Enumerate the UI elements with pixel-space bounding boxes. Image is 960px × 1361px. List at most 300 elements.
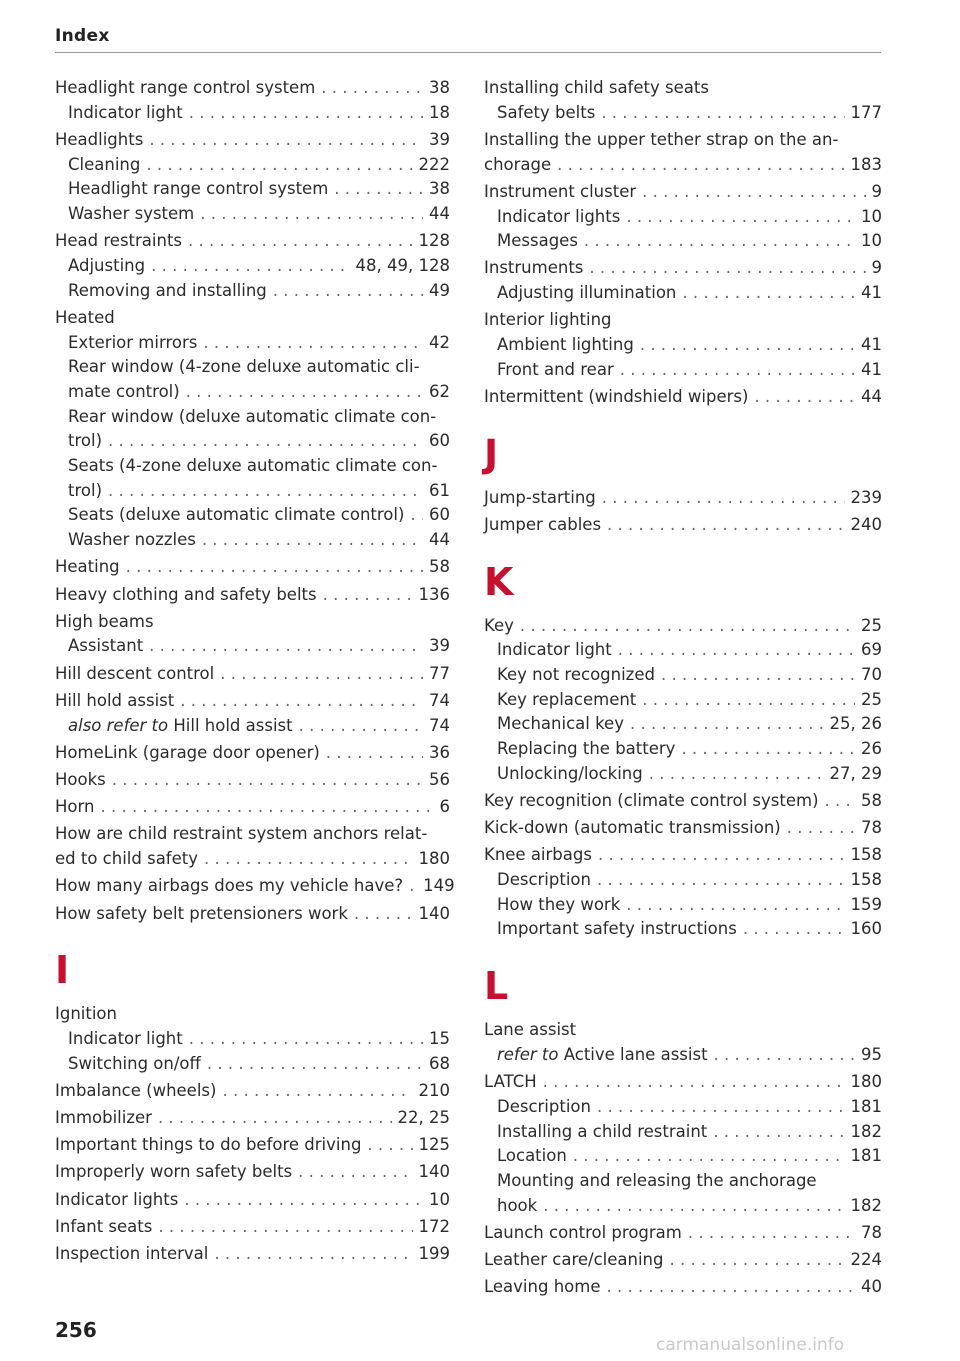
- index-entry[interactable]: [55, 1106, 450, 1131]
- index-entry-text: Hill hold assist: [55, 690, 175, 710]
- index-entry[interactable]: [484, 333, 882, 358]
- index-entry-pages[interactable]: 42: [429, 332, 450, 352]
- dot-leader: [713, 1120, 844, 1145]
- section-letter-i: I: [55, 948, 70, 993]
- index-entry-pages[interactable]: 181: [850, 1096, 882, 1116]
- index-entry[interactable]: [55, 741, 450, 766]
- index-entry-pages[interactable]: 10: [861, 231, 882, 251]
- index-entry-text: LATCH: [484, 1072, 537, 1092]
- index-text-line: Rear window (4-zone deluxe automatic cli-: [68, 357, 420, 377]
- index-entry[interactable]: [484, 737, 882, 762]
- dot-leader: [606, 1275, 855, 1300]
- dot-leader: [543, 1070, 845, 1095]
- index-entry-pages[interactable]: 58: [429, 557, 450, 577]
- index-entry-text: How they work: [497, 894, 621, 914]
- index-entry-label: [55, 128, 143, 153]
- index-entry-label: [497, 893, 620, 918]
- index-entry-pages[interactable]: 239: [850, 487, 882, 507]
- index-entry-text: Hooks: [55, 769, 106, 789]
- index-entry-pages[interactable]: 199: [418, 1244, 450, 1264]
- index-entry-text: hook: [497, 1195, 538, 1215]
- index-entry-pages[interactable]: 9: [871, 258, 882, 278]
- index-entry[interactable]: [55, 1160, 450, 1185]
- index-entry-pages[interactable]: 26: [861, 739, 882, 759]
- index-entry-label: [497, 358, 614, 383]
- index-entry-label: [484, 513, 601, 538]
- index-entry-label: [484, 614, 514, 639]
- index-entry-label: [497, 762, 643, 787]
- index-entry-label: [484, 1221, 682, 1246]
- index-entry-pages[interactable]: 48, 49, 128: [355, 255, 450, 275]
- index-entry[interactable]: [55, 429, 450, 454]
- index-text-line: Mounting and releasing the anchorage: [497, 1170, 817, 1190]
- dot-leader: [543, 1194, 844, 1219]
- index-entry-text: Key replacement: [497, 689, 637, 709]
- index-entry[interactable]: [55, 583, 450, 608]
- index-entry-label: [68, 479, 102, 504]
- index-entry-label: [68, 202, 194, 227]
- index-entry-label: [55, 847, 198, 872]
- index-entry-pages[interactable]: 140: [418, 1162, 450, 1182]
- dot-leader: [669, 1248, 844, 1273]
- index-entry-label: [55, 902, 348, 927]
- index-entry[interactable]: [484, 638, 882, 663]
- index-entry-pages[interactable]: 15: [429, 1028, 450, 1048]
- index-entry[interactable]: [484, 101, 882, 126]
- index-entry-pages[interactable]: 49: [429, 280, 450, 300]
- index-entry-text: Key not recognized: [497, 664, 655, 684]
- index-entry[interactable]: [55, 128, 450, 153]
- dot-leader: [367, 1133, 412, 1158]
- index-entry[interactable]: [484, 1144, 882, 1169]
- index-entry-label: [55, 1106, 152, 1131]
- dot-leader: [203, 331, 423, 356]
- index-entry[interactable]: [484, 281, 882, 306]
- index-entry-label: [497, 917, 737, 942]
- index-entry-text: Indicator light: [497, 640, 612, 660]
- index-entry-pages[interactable]: 10: [861, 206, 882, 226]
- index-entry-pages[interactable]: 6: [439, 797, 450, 817]
- index-entry-pages[interactable]: 158: [850, 845, 882, 865]
- index-entry[interactable]: [55, 153, 450, 178]
- index-entry-text: Seats (deluxe automatic climate control): [68, 505, 405, 525]
- index-entry-pages[interactable]: 41: [861, 335, 882, 355]
- dot-leader: [825, 789, 855, 814]
- index-entry[interactable]: [55, 1052, 450, 1077]
- dot-leader: [334, 177, 423, 202]
- index-entry[interactable]: [55, 768, 450, 793]
- index-entry-label: [497, 333, 634, 358]
- dot-leader: [743, 917, 845, 942]
- index-entry-pages[interactable]: 172: [418, 1216, 450, 1236]
- dot-leader: [222, 1079, 412, 1104]
- dot-leader: [273, 279, 423, 304]
- index-entry-label: [497, 868, 591, 893]
- index-entry-pages[interactable]: 22, 25: [397, 1108, 450, 1128]
- index-entry-pages[interactable]: 182: [850, 1121, 882, 1141]
- dot-leader: [149, 128, 423, 153]
- index-text-line: Ignition: [55, 1004, 117, 1024]
- index-entry-label: [484, 486, 596, 511]
- index-entry[interactable]: [484, 180, 882, 205]
- index-entry-pages[interactable]: 224: [850, 1250, 882, 1270]
- index-entry[interactable]: [55, 714, 450, 739]
- index-entry-pages[interactable]: 10: [429, 1189, 450, 1209]
- index-entry-pages[interactable]: 180: [850, 1072, 882, 1092]
- index-entry[interactable]: [55, 229, 450, 254]
- dot-leader: [661, 663, 855, 688]
- page-number: 256: [55, 1318, 97, 1342]
- dot-leader: [180, 689, 423, 714]
- index-entry-label: [497, 1043, 708, 1068]
- index-entry-pages[interactable]: 18: [429, 102, 450, 122]
- index-entry-text: How many airbags does my vehicle have?: [55, 876, 404, 896]
- index-entry[interactable]: [55, 1242, 450, 1267]
- page-header: [55, 26, 881, 53]
- index-text-line: Installing child safety seats: [484, 78, 709, 97]
- dot-leader: [573, 1144, 845, 1169]
- index-entry-text: Key: [484, 615, 514, 635]
- index-entry[interactable]: [55, 380, 450, 405]
- index-entry[interactable]: [55, 689, 450, 714]
- index-entry-text: Heating: [55, 557, 120, 577]
- index-entry-label: [484, 385, 748, 410]
- index-entry[interactable]: [484, 1248, 882, 1273]
- dot-leader: [598, 843, 845, 868]
- index-entry-pages[interactable]: 136: [418, 584, 450, 604]
- index-entry-text: Important safety instructions: [497, 919, 737, 939]
- dot-leader: [202, 528, 423, 553]
- index-entry-text: Indicator lights: [55, 1189, 179, 1209]
- index-entry-text: Important things to do before driving: [55, 1135, 362, 1155]
- index-entry[interactable]: [55, 202, 450, 227]
- index-entry-text: Hill hold assist: [173, 715, 293, 735]
- index-entry-pages[interactable]: 183: [850, 154, 882, 174]
- index-entry-text: Hill descent control: [55, 663, 215, 683]
- dot-leader: [200, 202, 423, 227]
- index-entry[interactable]: [55, 177, 450, 202]
- index-entry[interactable]: [484, 712, 882, 737]
- index-entry-pages[interactable]: 140: [418, 903, 450, 923]
- index-entry-pages[interactable]: 158: [850, 870, 882, 890]
- index-entry[interactable]: [484, 868, 882, 893]
- index-entry-label: [497, 101, 595, 126]
- index-entry-pages[interactable]: 41: [861, 359, 882, 379]
- index-entry-pages[interactable]: 74: [429, 715, 450, 735]
- dot-leader: [640, 333, 855, 358]
- index-entry-pages[interactable]: 44: [429, 530, 450, 550]
- index-entry-text: Washer nozzles: [68, 530, 196, 550]
- index-entry-label: [55, 1242, 208, 1267]
- cross-reference-prefix: also refer to: [68, 715, 169, 735]
- index-entry[interactable]: [484, 358, 882, 383]
- index-entry[interactable]: [484, 1120, 882, 1145]
- index-entry-pages[interactable]: 240: [850, 514, 882, 534]
- cross-reference-prefix: refer to: [497, 1044, 559, 1064]
- index-entry-pages[interactable]: 58: [861, 790, 882, 810]
- index-entry-pages[interactable]: 182: [850, 1195, 882, 1215]
- index-entry-text: Immobilizer: [55, 1108, 152, 1128]
- dot-leader: [410, 503, 423, 528]
- index-entry-pages[interactable]: 125: [418, 1135, 450, 1155]
- index-entry-text: Indicator lights: [497, 206, 621, 226]
- index-entry-pages[interactable]: 36: [429, 742, 450, 762]
- dot-leader: [649, 762, 824, 787]
- index-entry-text: Mechanical key: [497, 714, 624, 734]
- dot-leader: [298, 1160, 412, 1185]
- index-entry-pages[interactable]: 78: [861, 818, 882, 838]
- index-entry-text: trol): [68, 431, 103, 451]
- index-entry-label: [55, 768, 106, 793]
- index-entry-label: [497, 1095, 591, 1120]
- index-entry-pages[interactable]: 25: [861, 689, 882, 709]
- index-entry-text: Improperly worn safety belts: [55, 1162, 293, 1182]
- index-entry-pages[interactable]: 74: [429, 690, 450, 710]
- index-entry-label: [68, 101, 183, 126]
- index-entry-text: Safety belts: [497, 102, 596, 122]
- index-entry-text: Description: [497, 870, 591, 890]
- index-entry[interactable]: [484, 789, 882, 814]
- dot-leader: [597, 868, 845, 893]
- index-entry-label: [484, 180, 636, 205]
- dot-leader: [754, 385, 855, 410]
- index-entry-label: [497, 1120, 707, 1145]
- dot-leader: [146, 153, 412, 178]
- index-entry-text: Headlight range control system: [68, 179, 329, 199]
- index-entry[interactable]: [55, 902, 450, 927]
- index-entry-text: mate control): [68, 381, 180, 401]
- dot-leader: [682, 281, 855, 306]
- index-entry[interactable]: [484, 513, 882, 538]
- index-entry-label: [497, 229, 578, 254]
- index-entry-label: [497, 1144, 567, 1169]
- index-entry-pages[interactable]: 40: [861, 1277, 882, 1297]
- index-entry-text: Launch control program: [484, 1222, 682, 1242]
- index-entry-pages[interactable]: 95: [861, 1044, 882, 1064]
- index-entry-pages[interactable]: 160: [850, 919, 882, 939]
- index-entry[interactable]: [484, 1043, 882, 1068]
- index-entry[interactable]: [55, 76, 450, 101]
- index-entry-pages[interactable]: 78: [861, 1222, 882, 1242]
- dot-leader: [100, 795, 433, 820]
- index-entry-pages[interactable]: 69: [861, 640, 882, 660]
- index-entry[interactable]: [484, 153, 882, 178]
- index-entry-label: [55, 689, 174, 714]
- dot-leader: [602, 486, 845, 511]
- index-entry-label: [55, 662, 214, 687]
- section-letter-l: L: [484, 964, 509, 1009]
- index-entry-label: [497, 638, 612, 663]
- index-entry-pages[interactable]: 56: [429, 769, 450, 789]
- index-entry-pages[interactable]: 60: [429, 505, 450, 525]
- index-text-line: Interior lighting: [484, 310, 612, 330]
- index-entry[interactable]: [55, 555, 450, 580]
- index-entry-pages[interactable]: 39: [429, 636, 450, 656]
- index-entry-pages[interactable]: 180: [418, 849, 450, 869]
- index-entry[interactable]: [55, 101, 450, 126]
- index-entry[interactable]: [55, 634, 450, 659]
- index-entry[interactable]: [55, 847, 450, 872]
- index-entry-label: [497, 205, 620, 230]
- index-entry-label: [484, 789, 819, 814]
- index-entry-label: [497, 737, 675, 762]
- index-entry-pages[interactable]: 149: [423, 876, 455, 896]
- index-entry[interactable]: [484, 893, 882, 918]
- dot-leader: [642, 180, 865, 205]
- index-entry-label: [68, 1052, 201, 1077]
- index-entry[interactable]: [484, 1194, 882, 1219]
- dot-leader: [112, 768, 423, 793]
- index-entry-pages[interactable]: 128: [418, 231, 450, 251]
- dot-leader: [158, 1106, 392, 1131]
- index-entry-text: chorage: [484, 154, 552, 174]
- index-column-right: [484, 76, 882, 1300]
- index-entry[interactable]: [55, 795, 450, 820]
- index-entry[interactable]: [55, 1215, 450, 1240]
- index-entry-text: Exterior mirrors: [68, 332, 198, 352]
- dot-leader: [151, 254, 349, 279]
- index-entry[interactable]: [484, 762, 882, 787]
- index-entry[interactable]: [55, 528, 450, 553]
- index-entry-pages[interactable]: 177: [850, 102, 882, 122]
- index-entry[interactable]: [484, 614, 882, 639]
- dot-leader: [126, 555, 423, 580]
- index-entry-pages[interactable]: 38: [429, 78, 450, 97]
- index-entry[interactable]: [484, 816, 882, 841]
- dot-leader: [108, 429, 423, 454]
- index-entry-text: Horn: [55, 797, 95, 817]
- index-entry-label: [68, 177, 328, 202]
- dot-leader: [204, 847, 413, 872]
- index-entry[interactable]: [484, 205, 882, 230]
- index-entry-label: [484, 1248, 663, 1273]
- index-entry[interactable]: [484, 256, 882, 281]
- index-text-line: How are child restraint system anchors relat-: [55, 824, 428, 844]
- index-entry-pages[interactable]: 181: [850, 1146, 882, 1166]
- index-entry-pages[interactable]: 25, 26: [829, 714, 882, 734]
- index-entry[interactable]: [55, 331, 450, 356]
- index-entry-pages[interactable]: 77: [429, 663, 450, 683]
- index-entry-label: [497, 688, 636, 713]
- index-entry[interactable]: [484, 1221, 882, 1246]
- index-entry-label: [68, 380, 180, 405]
- index-entry-text: Instruments: [484, 258, 584, 278]
- index-entry-text: ed to child safety: [55, 849, 198, 869]
- index-entry-label: [55, 874, 403, 899]
- index-entry-pages[interactable]: 70: [861, 664, 882, 684]
- index-entry[interactable]: [55, 1027, 450, 1052]
- index-entry[interactable]: [484, 1095, 882, 1120]
- index-entry[interactable]: [484, 486, 882, 511]
- index-entry-label: [55, 1079, 216, 1104]
- index-entry-label: [55, 741, 320, 766]
- index-entry-label: [497, 1194, 537, 1219]
- index-entry-pages[interactable]: 62: [429, 381, 450, 401]
- index-entry-label: [68, 714, 293, 739]
- index-text-line: High beams: [55, 611, 154, 631]
- index-entry[interactable]: [484, 385, 882, 410]
- index-entry[interactable]: [55, 1133, 450, 1158]
- index-entry-text: Kick-down (automatic transmission): [484, 818, 781, 838]
- index-entry[interactable]: [484, 917, 882, 942]
- index-entry-text: Cleaning: [68, 154, 141, 174]
- dot-leader: [189, 1027, 423, 1052]
- index-entry-pages[interactable]: 44: [429, 204, 450, 224]
- dot-leader: [714, 1043, 855, 1068]
- index-entry-pages[interactable]: 60: [429, 431, 450, 451]
- index-entry-label: [55, 795, 94, 820]
- index-entry-pages[interactable]: 38: [429, 179, 450, 199]
- index-entry-pages[interactable]: 68: [429, 1053, 450, 1073]
- index-text-line: Installing the upper tether strap on the an-: [484, 129, 839, 149]
- index-entry[interactable]: [55, 1188, 450, 1213]
- dot-leader: [409, 874, 417, 899]
- index-entry-text: Headlights: [55, 129, 144, 149]
- index-entry-pages[interactable]: 39: [429, 129, 450, 149]
- index-entry[interactable]: [55, 874, 455, 899]
- index-entry[interactable]: [55, 479, 450, 504]
- index-entry[interactable]: [484, 663, 882, 688]
- index-entry-label: [55, 1215, 152, 1240]
- index-entry[interactable]: [55, 279, 450, 304]
- dot-leader: [158, 1215, 412, 1240]
- index-entry[interactable]: [55, 503, 450, 528]
- index-entry-label: [68, 1027, 183, 1052]
- index-entry-text: Front and rear: [497, 359, 614, 379]
- dot-leader: [220, 662, 423, 687]
- index-entry-pages[interactable]: 44: [861, 386, 882, 406]
- index-entry-label: [55, 1160, 292, 1185]
- dot-leader: [787, 816, 855, 841]
- index-entry-label: [484, 1070, 537, 1095]
- index-entry-label: [484, 816, 781, 841]
- index-entry-pages[interactable]: 9: [871, 181, 882, 201]
- index-entry-label: [497, 663, 655, 688]
- index-entry[interactable]: [484, 229, 882, 254]
- index-entry-text: Ambient lighting: [497, 335, 634, 355]
- index-entry-label: [484, 843, 592, 868]
- index-entry[interactable]: [55, 662, 450, 687]
- index-entry[interactable]: [55, 1079, 450, 1104]
- index-entry[interactable]: [55, 254, 450, 279]
- index-entry-text: Removing and installing: [68, 280, 267, 300]
- index-entry[interactable]: [484, 843, 882, 868]
- index-entry-text: Jumper cables: [484, 514, 602, 534]
- index-entry[interactable]: [484, 1275, 882, 1300]
- dot-leader: [589, 256, 865, 281]
- index-entry-label: [55, 1133, 361, 1158]
- index-entry-pages[interactable]: 25: [861, 615, 882, 635]
- index-entry-text: Washer system: [68, 204, 195, 224]
- index-entry-pages[interactable]: 159: [850, 894, 882, 914]
- index-entry-label: [484, 1275, 600, 1300]
- index-entry[interactable]: [484, 688, 882, 713]
- index-entry-text: Instrument cluster: [484, 181, 637, 201]
- index-entry-label: [55, 555, 120, 580]
- index-entry-text: Installing a child restraint: [497, 1121, 708, 1141]
- index-entry-pages[interactable]: 41: [861, 283, 882, 303]
- index-entry-pages[interactable]: 210: [418, 1080, 450, 1100]
- index-entry-text: Imbalance (wheels): [55, 1080, 217, 1100]
- index-entry-label: [484, 153, 551, 178]
- index-entry-pages[interactable]: 27, 29: [829, 763, 882, 783]
- index-entry-pages[interactable]: 222: [418, 154, 450, 174]
- index-text-line: Lane assist: [484, 1020, 577, 1040]
- index-entry[interactable]: [484, 1070, 882, 1095]
- index-entry-label: [68, 634, 143, 659]
- index-entry-text: HomeLink (garage door opener): [55, 742, 320, 762]
- index-entry-pages[interactable]: 61: [429, 480, 450, 500]
